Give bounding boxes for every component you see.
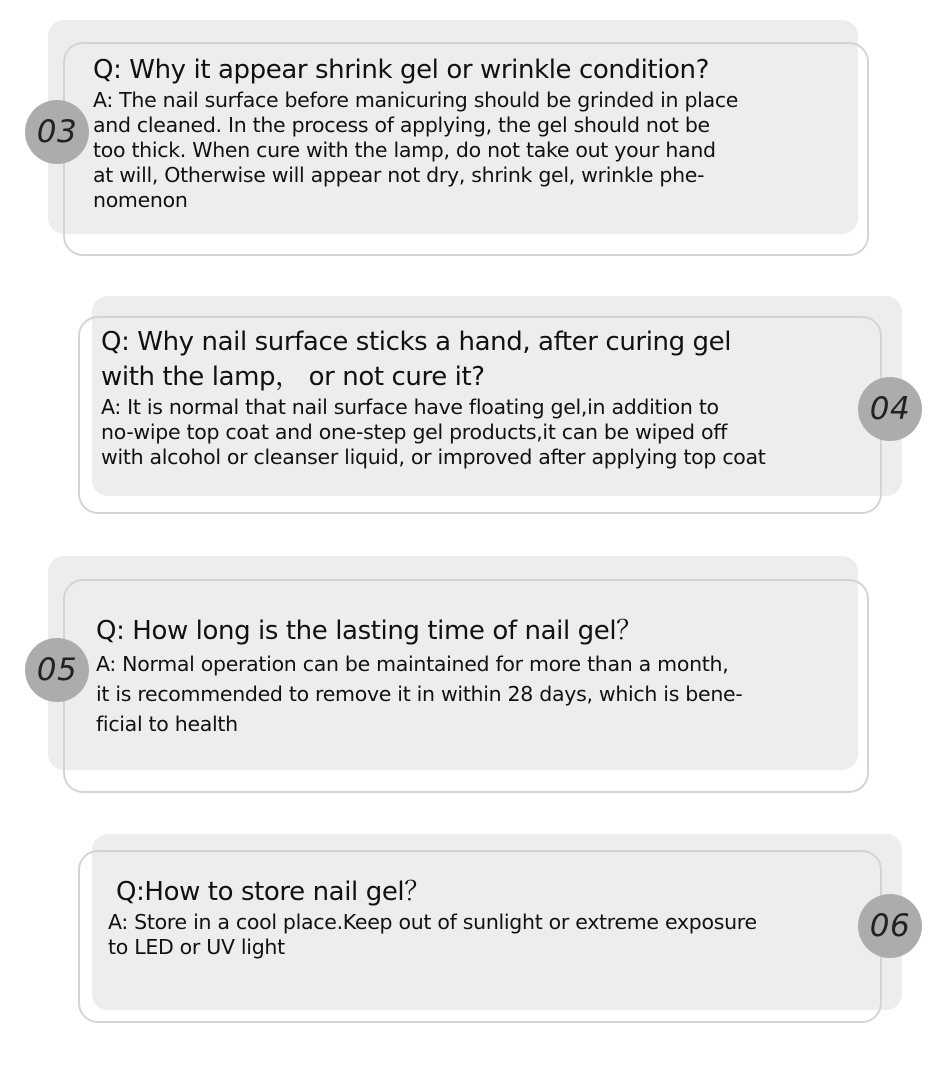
faq-question-line: with the lamp， or not cure it? (101, 362, 485, 392)
faq-answer-line: and cleaned. In the process of applying, the gel should not be (93, 113, 710, 137)
faq-answer-line: A: Normal operation can be maintained for more than a month, (96, 652, 729, 676)
faq-answer-line: nomenon (93, 188, 188, 212)
faq-number-badge: 03 (25, 100, 89, 164)
faq-answer-line: to LED or UV light (108, 935, 285, 959)
faq-answer-line: at will, Otherwise will appear not dry, shrink gel, wrinkle phe- (93, 163, 705, 187)
faq-answer-line: A: Store in a cool place.Keep out of sunlight or extreme exposure (108, 910, 757, 934)
faq-number-badge: 05 (25, 638, 89, 702)
faq-answer-line: ficial to health (96, 712, 238, 736)
faq-answer-line: no-wipe top coat and one-step gel products,it can be wiped off (101, 420, 728, 444)
faq-answer-line: too thick. When cure with the lamp, do not take out your hand (93, 138, 716, 162)
faq-number-badge: 04 (858, 377, 922, 441)
faq-question-line: Q: Why nail surface sticks a hand, after curing gel (101, 327, 732, 357)
faq-answer-line: with alcohol or cleanser liquid, or improved after applying top coat (101, 445, 766, 469)
faq-question: Q:How to store nail gel？ (116, 877, 430, 907)
faq-answer-line: it is recommended to remove it in within 28 days, which is bene- (96, 682, 743, 706)
faq-answer-line: A: It is normal that nail surface have floating gel,in addition to (101, 395, 719, 419)
faq-question: Q: Why it appear shrink gel or wrinkle condition? (93, 55, 710, 85)
faq-number-badge: 06 (858, 894, 922, 958)
faq-question: Q: How long is the lasting time of nail gel？ (96, 616, 642, 646)
faq-answer-line: A: The nail surface before manicuring should be grinded in place (93, 88, 739, 112)
